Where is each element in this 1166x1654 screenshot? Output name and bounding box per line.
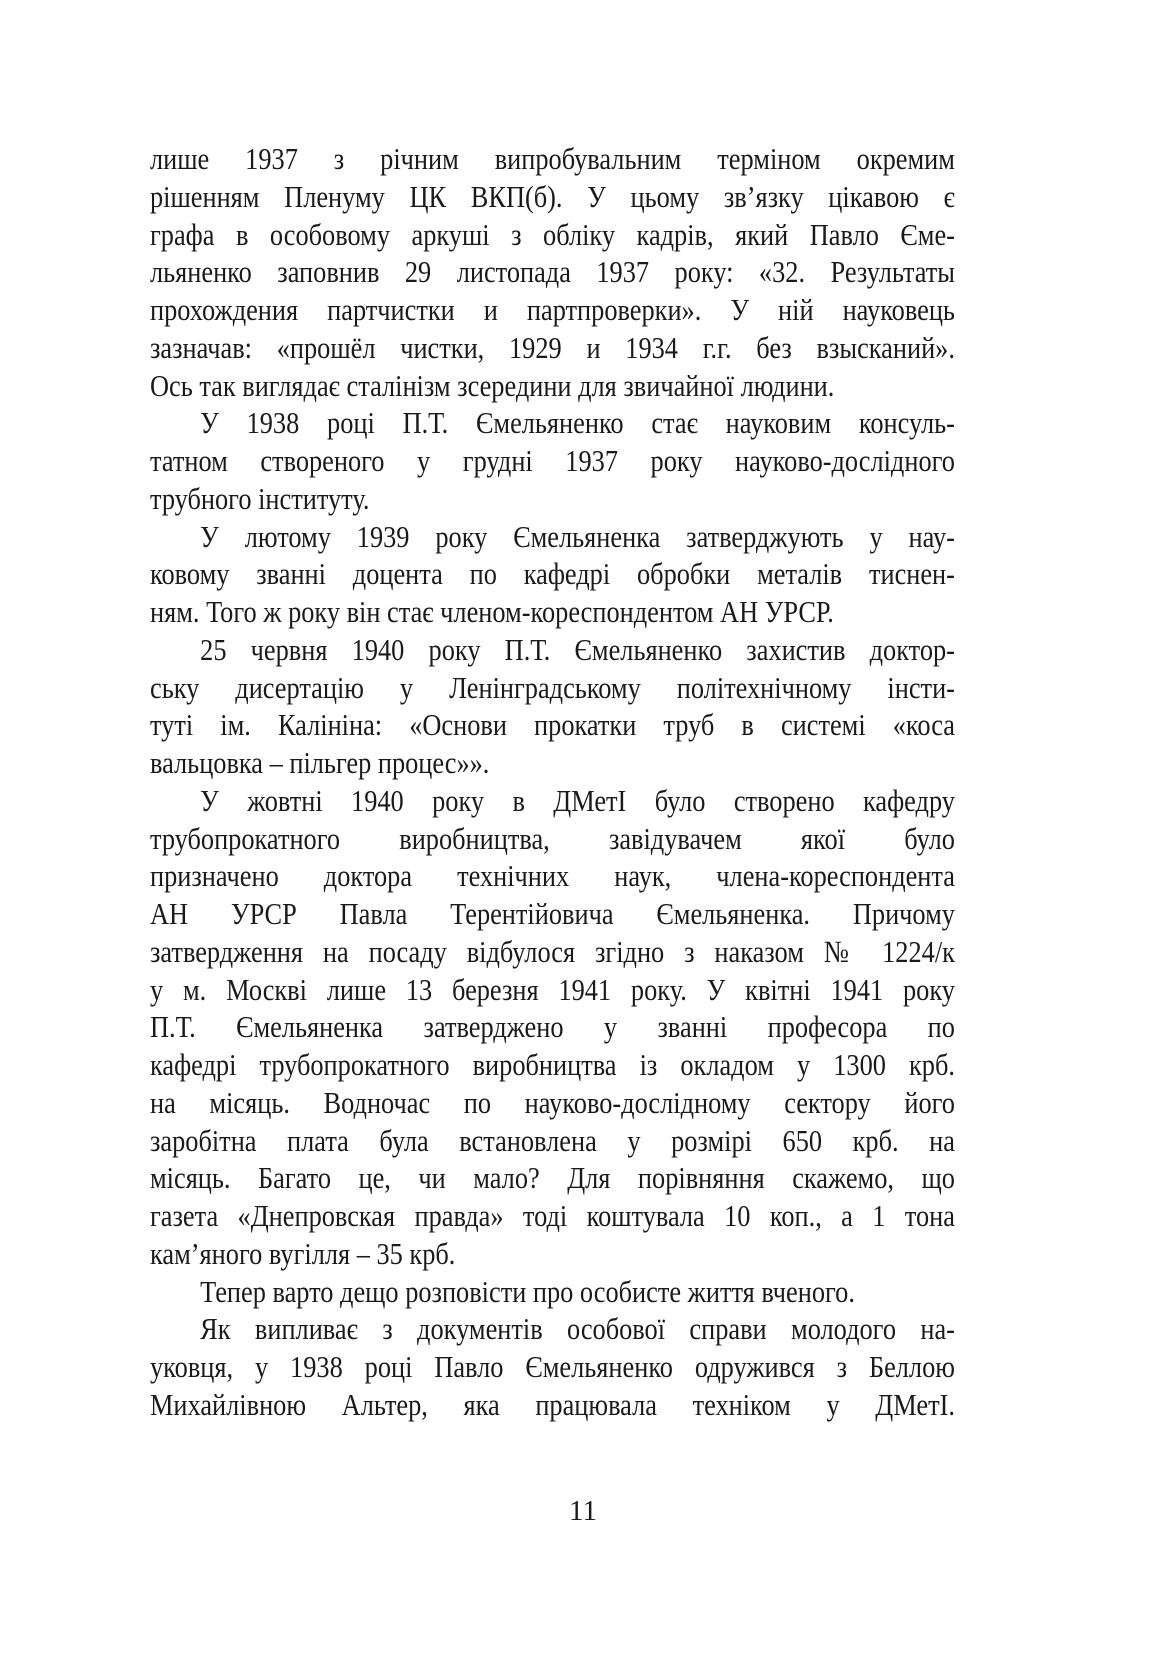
- text-line: АН УРСР Павла Терентійовича Ємельяненка. Причому: [150, 896, 955, 931]
- text-line: туті ім. Калініна: «Основи прокатки труб в системі «коса: [150, 707, 955, 743]
- paragraph: [150, 140, 955, 404]
- text-line: графа в особовому аркуші з обліку кадрів, який Павло Єме-: [150, 216, 955, 252]
- text-line: ковому званні доцента по кафедрі обробки металів тиснен-: [150, 556, 955, 592]
- paragraph: [150, 631, 955, 782]
- text-line: татном створеного у грудні 1937 року науково-дослідного: [150, 443, 955, 478]
- paragraph: [150, 518, 955, 631]
- text-line: У лютому 1939 року Ємельяненка затверджують у нау-: [200, 518, 955, 554]
- text-line: ську дисертацію у Ленінградському політехнічному інсти-: [150, 669, 955, 705]
- text-line: на місяць. Водночас по науково-дослідному сектору його: [150, 1084, 955, 1120]
- text-line: заробітна плата була встановлена у розмірі 650 крб. на: [150, 1122, 955, 1158]
- text-line: лише 1937 з річним випробувальним терміном окремим: [150, 141, 955, 176]
- text-line: Тепер варто дещо розповісти про особисте життя вченого.: [200, 1273, 855, 1309]
- body-text: [150, 140, 955, 1424]
- text-line: трубопрокатного виробництва, завідувачем якої було: [150, 820, 955, 856]
- paragraph: [150, 404, 955, 517]
- paragraph: [150, 1273, 955, 1311]
- text-line: у м. Москві лише 13 березня 1941 року. У квітні 1941 року: [150, 971, 955, 1007]
- text-line: зазначав: «прошёл чистки, 1929 и 1934 г.г. без взысканий».: [150, 329, 955, 365]
- text-line: уковця, у 1938 році Павло Ємельяненко одружився з Беллою: [150, 1349, 955, 1384]
- text-line: кафедрі трубопрокатного виробництва із окладом у 1300 крб.: [150, 1047, 955, 1082]
- paragraph: [150, 1310, 955, 1423]
- text-line: прохождения партчистки и партпроверки». У ній науковець: [150, 292, 955, 327]
- text-line: рішенням Пленуму ЦК ВКП(б). У цьому зв’язку цікавою є: [150, 178, 955, 214]
- paragraph: [150, 782, 955, 1273]
- text-line: призначено доктора технічних наук, члена-кореспондента: [150, 858, 955, 894]
- text-line: місяць. Багато це, чи мало? Для порівняння скажемо, що: [150, 1160, 955, 1196]
- page-number: 11: [569, 1495, 597, 1527]
- text-line: ням. Того ж року він стає членом-кореспондентом АН УРСР.: [150, 594, 834, 629]
- text-line: затвердження на посаду відбулося згідно з наказом № 1224/к: [150, 933, 955, 969]
- text-line: газета «Днепровская правда» тоді коштувала 10 коп., а 1 тона: [150, 1198, 955, 1233]
- text-line: П.Т. Ємельяненка затверджено у званні професора по: [150, 1009, 955, 1045]
- text-line: льяненко заповнив 29 листопада 1937 року: «32. Результаты: [150, 254, 955, 290]
- text-line: У жовтні 1940 року в ДМетІ було створено кафедру: [200, 782, 955, 818]
- text-line: вальцовка – пільгер процес»».: [150, 745, 490, 780]
- text-line: Михайлівною Альтер, яка працювала техніком у ДМетІ.: [150, 1386, 955, 1422]
- text-line: У 1938 році П.Т. Ємельяненко стає науковим консуль-: [200, 405, 955, 441]
- text-line: трубного інституту.: [150, 480, 370, 516]
- text-line: кам’яного вугілля – 35 крб.: [150, 1235, 456, 1271]
- text-line: Ось так виглядає сталінізм зсередини для звичайної людини.: [150, 367, 835, 403]
- text-line: 25 червня 1940 року П.Т. Ємельяненко захистив доктор-: [200, 631, 955, 667]
- text-line: Як випливає з документів особової справи молодого на-: [200, 1311, 955, 1347]
